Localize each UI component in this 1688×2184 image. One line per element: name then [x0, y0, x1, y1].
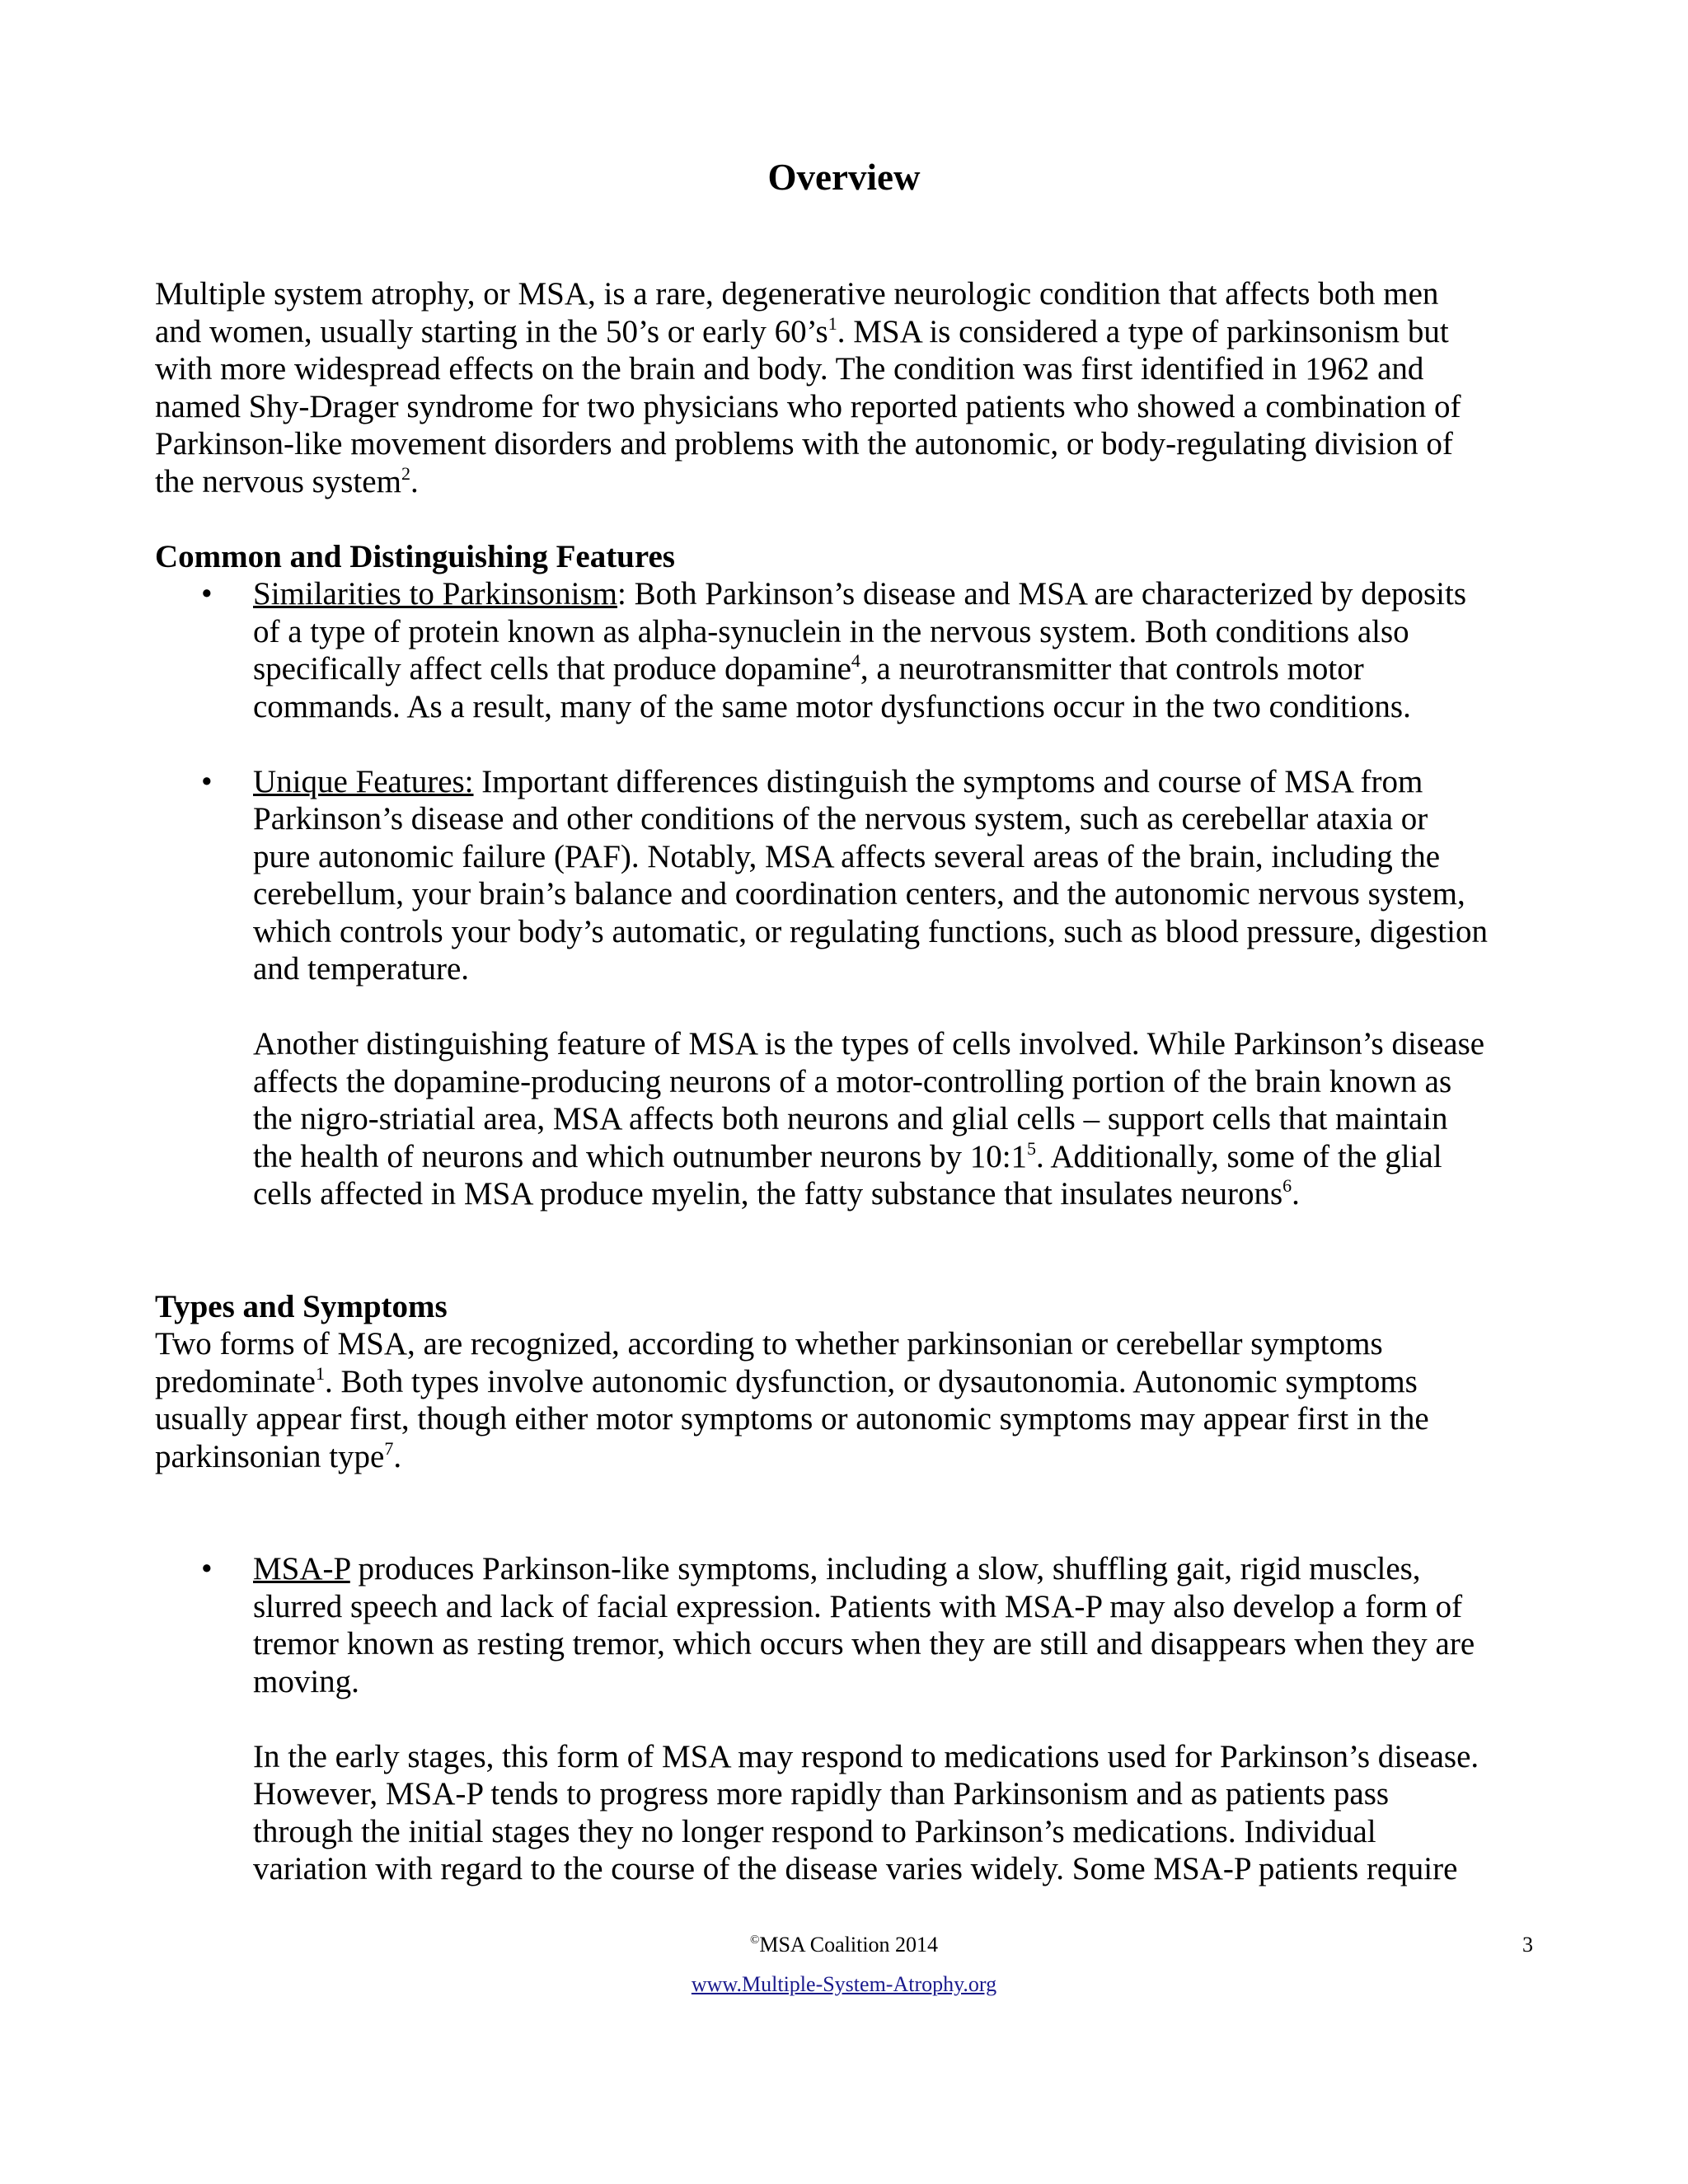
footer-link-wrapper	[0, 1972, 1688, 1997]
term-label: MSA-P	[253, 1551, 350, 1586]
text-line: specifically affect cells that produce dopamine$^4$, a neurotransmitter that controls motor	[253, 650, 1364, 687]
text-line: variation with regard to the course of the disease varies widely. Some MSA-P patients require	[253, 1851, 1458, 1886]
footnote-ref: 1	[315, 1362, 325, 1384]
text-line: cells affected in MSA produce myelin, the fatty substance that insulates neurons$^6$.	[253, 1175, 1300, 1212]
text-line: named Shy-Drager syndrome for two physicians who reported patients who showed a combination of	[155, 388, 1461, 424]
term-label: Unique Features:	[253, 763, 474, 799]
text-line: and women, usually starting in the 50’s or early $60’s^1$. MSA is considered a type of parkinsonism but	[155, 312, 1449, 349]
page-title: Overview	[767, 157, 921, 198]
footer-copyright: ©MSA Coalition 2014	[749, 1933, 939, 1957]
text-line: tremor known as resting tremor, which occurs when they are still and disappears when they are	[253, 1626, 1475, 1661]
text-line: However, MSA-P tends to progress more rapidly than Parkinsonism and as patients pass	[253, 1776, 1390, 1811]
text-line: MSA-P produces Parkinson-like symptoms, including a slow, shuffling gait, rigid muscles,	[253, 1551, 1421, 1586]
text-line: through the initial stages they no longer respond to Parkinson’s medications. Individual	[253, 1813, 1376, 1849]
text-line: the nigro-striatial area, MSA affects both neurons and glial cells – support cells that maintain	[253, 1101, 1448, 1137]
bullet-similarities	[155, 575, 1533, 725]
text-line: the nervous system$^2$.	[155, 462, 419, 499]
text-line: Unique Features: Important differences distinguish the symptoms and course of MSA from	[253, 763, 1423, 799]
footnote-ref: 2	[401, 462, 410, 484]
page-number: 3	[1522, 1933, 1533, 1957]
footnote-ref: 6	[1282, 1175, 1292, 1196]
bullet-icon: •	[201, 1551, 213, 1586]
text-line: slurred speech and lack of facial expression. Patients with MSA-P may also develop a form of	[253, 1588, 1463, 1624]
text-line: and temperature.	[253, 951, 470, 987]
bullet-icon: •	[201, 763, 213, 799]
text-line: parkinsonian type$^7$.	[155, 1437, 402, 1474]
text-line: Another distinguishing feature of MSA is the types of cells involved. While Parkinson’s disease	[253, 1026, 1485, 1062]
text-line: of a type of protein known as alpha-synuclein in the nervous system. Both conditions also	[253, 613, 1409, 649]
text-line: Parkinson’s disease and other conditions of the nervous system, such as cerebellar ataxia or	[253, 801, 1428, 837]
footnote-ref: 1	[828, 312, 837, 334]
footnote-ref: 7	[384, 1437, 394, 1459]
website-link[interactable]: www.Multiple-System-Atrophy.org	[691, 1972, 997, 1996]
text-line: moving.	[253, 1663, 359, 1699]
text-line: In the early stages, this form of MSA may respond to medications used for Parkinson’s disease.	[253, 1738, 1479, 1774]
early-stages-paragraph	[253, 1738, 1533, 1888]
text-line: predominate$^1$. Both types involve autonomic dysfunction, or dysautonomia. Autonomic symptoms	[155, 1362, 1418, 1399]
bullet-unique-features	[155, 763, 1533, 1213]
footnote-ref: 4	[851, 650, 860, 671]
text-line: with more widespread effects on the brain and body. The condition was first identified in 1962 and	[155, 351, 1424, 387]
text-line: Parkinson-like movement disorders and problems with the autonomic, or body-regulating division of	[155, 426, 1453, 462]
text-line: the health of neurons and which outnumber neurons by $10:1^5$. Additionally, some of the glial	[253, 1137, 1442, 1174]
text-line: Similarities to Parkinsonism: Both Parkinson’s disease and MSA are characterized by deposits	[253, 576, 1467, 612]
section-heading-features: Common and Distinguishing Features	[155, 538, 675, 574]
another-feature-paragraph	[253, 1025, 1533, 1213]
bullet-icon: •	[201, 576, 213, 612]
types-paragraph	[155, 1325, 1533, 1475]
text-line: which controls your body’s automatic, or regulating functions, such as blood pressure, digestion	[253, 913, 1488, 949]
bullet-msa-p	[155, 1550, 1533, 1888]
text-line: affects the dopamine-producing neurons of a motor-controlling portion of the brain known as	[253, 1063, 1452, 1099]
section-heading-types: Types and Symptoms	[155, 1288, 448, 1324]
text-line: Multiple system atrophy, or MSA, is a rare, degenerative neurologic condition that affects both men	[155, 276, 1439, 312]
term-label: Similarities to Parkinsonism	[253, 576, 618, 612]
intro-paragraph	[155, 275, 1533, 500]
text-line: Two forms of MSA, are recognized, according to whether parkinsonian or cerebellar symptoms	[155, 1326, 1383, 1361]
footnote-ref: 5	[1027, 1137, 1037, 1159]
text-line: usually appear first, though either motor symptoms or autonomic symptoms may appear first in the	[155, 1401, 1429, 1436]
text-line: commands. As a result, many of the same motor dysfunctions occur in the two conditions.	[253, 688, 1411, 724]
copyright-symbol: ©	[749, 1933, 760, 1947]
text-line: cerebellum, your brain’s balance and coordination centers, and the autonomic nervous system,	[253, 876, 1465, 912]
text-line: pure autonomic failure (PAF). Notably, MSA affects several areas of the brain, including the	[253, 838, 1441, 874]
document-body	[155, 275, 1533, 1888]
